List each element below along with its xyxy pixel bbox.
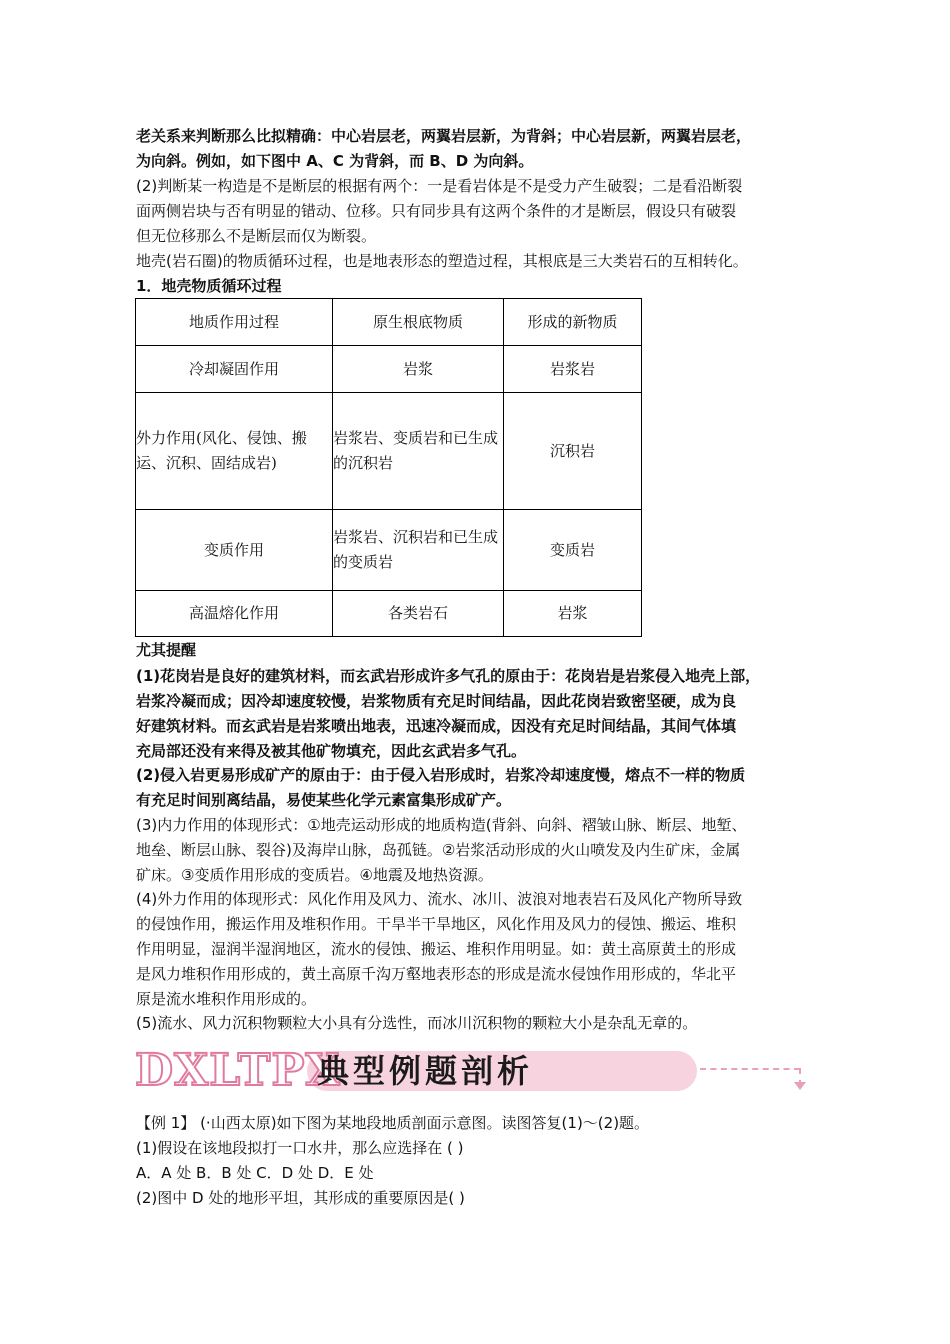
table-header-cell: 原生根底物质 <box>333 299 504 346</box>
table-cell: 外力作用(风化、侵蚀、搬运、沉积、固结成岩) <box>136 393 333 510</box>
note-1-line-2: 岩浆冷凝而成；因冷却速度较慢，岩浆物质有充足时间结晶，因此花岗岩致密坚硬，成为良 <box>136 692 737 710</box>
note-4-line-5: 原是流水堆积作用形成的。 <box>136 990 317 1008</box>
note-4-line-2: 的侵蚀作用，搬运作用及堆积作用。干旱半干旱地区，风化作用及风力的侵蚀、搬运、堆积 <box>136 915 737 933</box>
example-question-1: (1)假设在该地段拟打一口水井，那么应选择在 ( ) <box>136 1139 464 1157</box>
table-header-cell: 地质作用过程 <box>136 299 333 346</box>
arrow-down-icon <box>794 1082 806 1090</box>
table-cell: 岩浆 <box>333 346 504 393</box>
table-cell: 岩浆 <box>504 591 642 637</box>
note-5: (5)流水、风力沉积物颗粒大小具有分选性，而冰川沉积物的颗粒大小是杂乱无章的。 <box>136 1014 698 1032</box>
table-header-cell: 形成的新物质 <box>504 299 642 346</box>
table-row <box>136 346 642 393</box>
table-row <box>136 393 642 510</box>
table-cell: 冷却凝固作用 <box>136 346 333 393</box>
note-2-line-1: (2)侵入岩更易形成矿产的原由于：由于侵入岩形成时，岩浆冷却速度慢，熔点不一样的物质 <box>136 766 746 784</box>
note-1-line-1: (1)花岗岩是良好的建筑材料，而玄武岩形成许多气孔的原由于：花岗岩是岩浆侵入地壳上部， <box>136 667 761 685</box>
banner-title: 典型例题剖析 <box>317 1052 534 1090</box>
example-question-2: (2)图中 D 处的地形平坦，其形成的重要原因是( ) <box>136 1189 465 1207</box>
table-cell: 岩浆岩 <box>504 346 642 393</box>
intro-line-2: 为向斜。例如，如下图中 A、C 为背斜，而 B、D 为向斜。 <box>136 152 534 170</box>
table-row <box>136 510 642 591</box>
note-3-line-3: 矿床。③变质作用形成的变质岩。④地震及地热资源。 <box>136 866 493 884</box>
intro-line-1: 老关系来判断那么比拟精确：中心岩层老，两翼岩层新，为背斜；中心岩层新，两翼岩层老， <box>136 127 752 145</box>
intro-line-4: 面两侧岩块与否有明显的错动、位移。只有同步具有这两个条件的才是断层，假设只有破裂 <box>136 202 737 220</box>
table-header-row <box>136 299 642 346</box>
example-line-1: 【例 1】 (·山西太原)如下图为某地段地质剖面示意图。读图答复(1)～(2)题。 <box>136 1114 650 1132</box>
intro-line-5: 但无位移那么不是断层而仅为断裂。 <box>136 227 377 245</box>
table-cell: 各类岩石 <box>333 591 504 637</box>
note-1-line-4: 充局部还没有来得及被其他矿物填充，因此玄武岩多气孔。 <box>136 742 527 760</box>
banner-dashed-line <box>700 1068 800 1070</box>
rock-cycle-table <box>135 298 642 637</box>
note-1-line-3: 好建筑材料。而玄武岩是岩浆喷出地表，迅速冷凝而成，因没有充足时间结晶，其间气体填 <box>136 717 737 735</box>
table-row <box>136 591 642 637</box>
section-heading: 1．地壳物质循环过程 <box>136 277 282 295</box>
table-cell: 岩浆岩、变质岩和已生成的沉积岩 <box>333 393 504 510</box>
table-cell: 变质岩 <box>504 510 642 591</box>
table-cell: 变质作用 <box>136 510 333 591</box>
table-cell: 沉积岩 <box>504 393 642 510</box>
note-2-line-2: 有充足时间别离结晶，易使某些化学元素富集形成矿产。 <box>136 791 512 809</box>
table-cell: 岩浆岩、沉积岩和已生成的变质岩 <box>333 510 504 591</box>
note-3-line-2: 地垒、断层山脉、裂谷)及海岸山脉，岛孤链。②岩浆活动形成的火山喷发及内生矿床，金属 <box>136 841 741 859</box>
intro-line-3: (2)判断某一构造是不是断层的根据有两个：一是看岩体是不是受力产生破裂；二是看沿断裂 <box>136 177 743 195</box>
note-4-line-3: 作用明显，湿润半湿润地区，流水的侵蚀、搬运、堆积作用明显。如：黄土高原黄土的形成 <box>136 940 737 958</box>
note-3-line-1: (3)内力作用的体现形式：①地壳运动形成的地质构造(背斜、向斜、褶皱山脉、断层、地堑、 <box>136 816 747 834</box>
note-4-line-1: (4)外力作用的体现形式：风化作用及风力、流水、冰川、波浪对地表岩石及风化产物所导致 <box>136 890 743 908</box>
section-banner <box>135 1046 805 1096</box>
table-cell: 高温熔化作用 <box>136 591 333 637</box>
example-options: A．A 处 B．B 处 C．D 处 D．E 处 <box>136 1164 374 1182</box>
banner-latin-text: DXLTPX <box>135 1045 341 1096</box>
note-4-line-4: 是风力堆积作用形成的，黄土高原千沟万壑地表形态的形成是流水侵蚀作用形成的，华北平 <box>136 965 737 983</box>
notes-heading: 尤其提醒 <box>136 641 197 659</box>
intro-line-6: 地壳(岩石圈)的物质循环过程，也是地表形态的塑造过程，其根底是三大类岩石的互相转化。 <box>136 252 748 270</box>
